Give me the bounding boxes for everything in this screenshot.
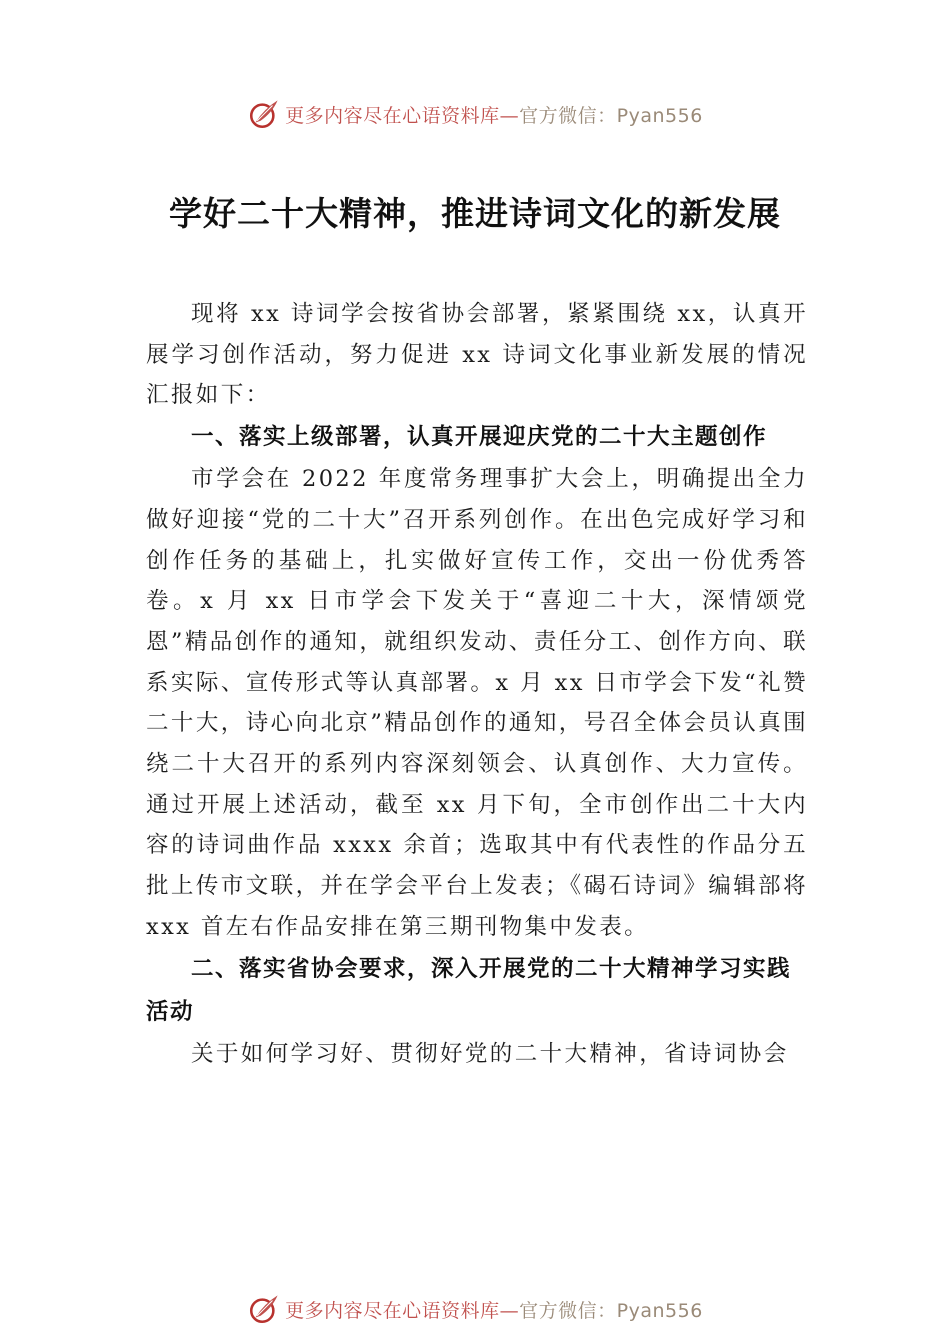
banner-site-name: 更多内容尽在心语资料库 — [285, 104, 500, 127]
paragraph-section-1: 市学会在 2022 年度常务理事扩大会上，明确提出全力做好迎接“党的二十大”召开系列创作。在出色完成好学习和创作任务的基础上，扎实做好宣传工作，交出一份优秀答卷。x 月 xx 日市学会下发关于“喜迎二十大，深情颂党恩”精品创作的通知，就组织发动、责任分工、创作方向、联系实际、宣传形式等认真部署。x 月 xx 日市学会下发“礼赞二十大，诗心向北京”精品创作的通知，号召全体会员认真围绕二十大召开的系列内容深刻领会、认真创作、大力宣传。通过开展上述活动，截至 xx 月下旬，全市创作出二十大内容的诗词曲作品 xxxx 余首；选取其中有代表性的作品分五批上传市文联，并在学会平台上发表；《碣石诗词》编辑部将 xxx 首左右作品安排在第三期刊物集中发表。 — [146, 466, 808, 940]
document-title: 学好二十大精神，推进诗词文化的新发展 — [169, 194, 781, 233]
header-watermark-banner — [0, 94, 950, 134]
banner-text — [285, 1296, 703, 1323]
section-heading-1: 一、落实上级部署，认真开展迎庆党的二十大主题创作 — [191, 424, 768, 451]
banner-wechat: 官方微信：Pyan556 — [519, 1299, 703, 1322]
paragraph-intro: 现将 xx 诗词学会按省协会部署，紧紧围绕 xx，认真开展学习创作活动，努力促进 xx 诗词文化事业新发展的情况汇报如下： — [146, 301, 808, 409]
footer-watermark-banner — [0, 1289, 950, 1329]
banner-text — [285, 101, 703, 128]
section-heading-2: 二、落实省协会要求，深入开展党的二十大精神学习实践活动 — [146, 955, 792, 1025]
banner-site-name: 更多内容尽在心语资料库 — [285, 1299, 500, 1322]
document-body — [146, 294, 808, 1074]
banner-wechat: 官方微信：Pyan556 — [519, 104, 703, 127]
banner-dash: — — [499, 1299, 520, 1322]
quill-logo-icon — [247, 97, 281, 131]
quill-logo-icon — [247, 1292, 281, 1326]
banner-dash: — — [499, 104, 520, 127]
paragraph-section-2: 关于如何学习好、贯彻好党的二十大精神，省诗词协会 — [191, 1040, 789, 1067]
